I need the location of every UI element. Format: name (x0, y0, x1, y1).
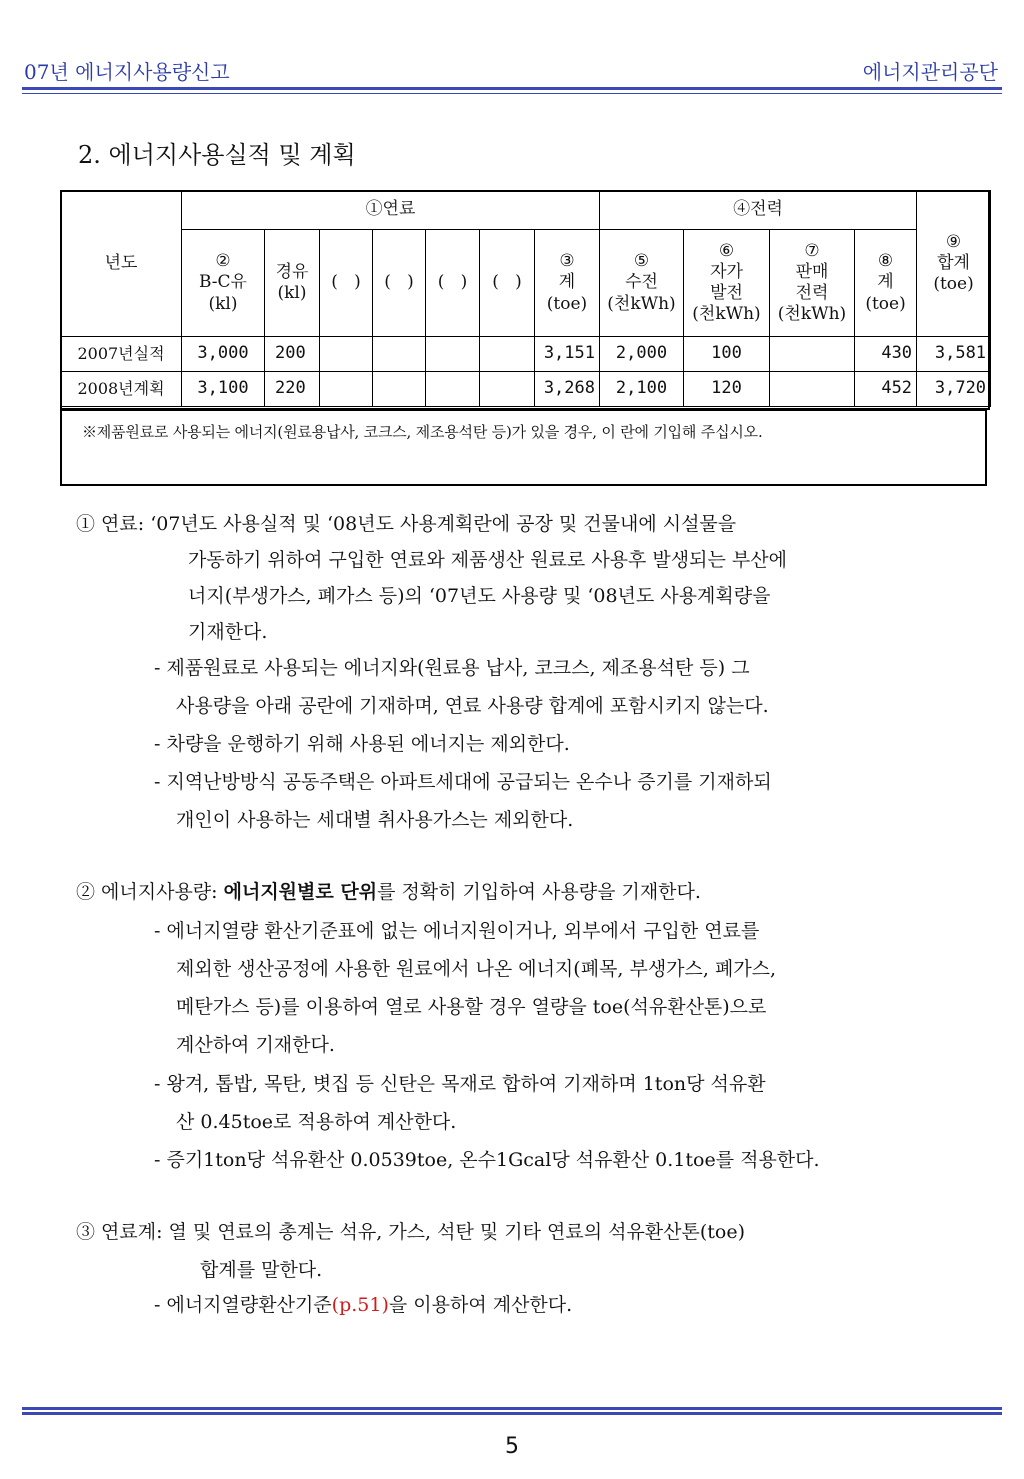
cell-fuel-total: 3,268 (535, 372, 600, 407)
year-header: 년도 (61, 191, 182, 337)
cell-power-total: 430 (855, 337, 917, 372)
header-rule-thin (22, 93, 1002, 94)
row-label: 2008년계획 (61, 372, 182, 407)
cell-fuel-total: 3,151 (535, 337, 600, 372)
table-row (61, 337, 991, 372)
section-title: 2. 에너지사용실적 및 계획 (78, 141, 356, 169)
cell-bc: 3,000 (182, 337, 265, 372)
footer-rule-thin (22, 1407, 1002, 1410)
sold-power-header: ⑦ 판매 전력 (천kWh) (770, 230, 855, 337)
p2-line-5: - 왕겨, 톱밥, 목탄, 볏집 등 신탄은 목재로 합하여 기재하며 1ton당 석유환 (154, 1073, 766, 1095)
p1-line-4: 기재한다. (188, 621, 268, 643)
p2-line-4: 계산하여 기재한다. (176, 1034, 335, 1056)
cell-self-gen: 120 (684, 372, 770, 407)
cell-blank-3 (426, 337, 480, 372)
p1-line-9: 개인이 사용하는 세대별 취사용가스는 제외한다. (176, 809, 574, 831)
diesel-header: 경유 (kl) (265, 230, 320, 337)
p2-line-2: 제외한 생산공정에 사용한 원료에서 나온 에너지(폐목, 부생가스, 폐가스, (176, 958, 777, 980)
p1-line-7: - 차량을 운행하기 위해 사용된 에너지는 제외한다. (154, 733, 570, 755)
cell-received: 2,000 (600, 337, 684, 372)
p1-line-8: - 지역난방방식 공동주택은 아파트세대에 공급되는 온수나 증기를 기재하되 (154, 771, 772, 793)
p1-line-1: ① 연료: ‘07년도 사용실적 및 ‘08년도 사용계획란에 공장 및 건물내에 시설물을 (76, 513, 737, 535)
p2-line-7: - 증기1ton당 석유환산 0.0539toe, 온수1Gcal당 석유환산 0.1toe를 적용한다. (154, 1149, 820, 1171)
blank-fuel-header-1: ( ) (320, 230, 373, 337)
p2-heading (76, 883, 701, 902)
cell-diesel: 200 (265, 337, 320, 372)
cell-diesel: 220 (265, 372, 320, 407)
row-label: 2007년실적 (61, 337, 182, 372)
cell-sold (770, 337, 855, 372)
p2-line-1: - 에너지열량 환산기준표에 없는 에너지원이거나, 외부에서 구입한 연료를 (154, 920, 760, 942)
p3-line-3 (154, 1296, 572, 1315)
p3-last-suffix: 을 이용하여 계산한다. (388, 1294, 573, 1316)
blank-fuel-header-4: ( ) (480, 230, 535, 337)
p2-suffix: 를 정확히 기입하여 사용량을 기재한다. (377, 881, 701, 903)
fuel-total-header: ③ 계 (toe) (535, 230, 600, 337)
page-number: 5 (505, 1434, 519, 1459)
energy-usage-table (60, 190, 991, 407)
header-left-title: 07년 에너지사용량신고 (24, 60, 230, 84)
cell-blank-1 (320, 337, 373, 372)
p2-bold: 에너지원별로 단위 (223, 881, 378, 903)
cell-blank-3 (426, 372, 480, 407)
footer-rule-thick (22, 1412, 1002, 1415)
p1-line-5: - 제품원료로 사용되는 에너지와(원료용 납사, 코크스, 제조용석탄 등) 그 (154, 657, 750, 679)
p3-last-prefix: - 에너지열량환산기준 (154, 1294, 332, 1316)
cell-received: 2,100 (600, 372, 684, 407)
total-header: ⑨ 합계 (toe) (917, 191, 991, 337)
p3-line-2: 합계를 말한다. (200, 1259, 323, 1281)
cell-total: 3,720 (917, 372, 991, 407)
cell-blank-2 (373, 372, 426, 407)
p1-line-3: 너지(부생가스, 폐가스 등)의 ‘07년도 사용량 및 ‘08년도 사용계획량을 (188, 585, 771, 607)
cell-blank-4 (480, 372, 535, 407)
fuel-group-header: ①연료 (182, 191, 600, 230)
table-row (61, 372, 991, 407)
p2-prefix: ② 에너지사용량: (76, 881, 224, 903)
cell-total: 3,581 (917, 337, 991, 372)
cell-blank-2 (373, 337, 426, 372)
cell-blank-1 (320, 372, 373, 407)
header-rule-thick (22, 87, 1002, 90)
p2-line-3: 메탄가스 등)를 이용하여 열로 사용할 경우 열량을 toe(석유환산톤)으로 (176, 996, 767, 1018)
cell-blank-4 (480, 337, 535, 372)
bc-oil-header: ② B-C유 (kl) (182, 230, 265, 337)
cell-power-total: 452 (855, 372, 917, 407)
cell-sold (770, 372, 855, 407)
cell-bc: 3,100 (182, 372, 265, 407)
power-group-header: ④전력 (600, 191, 917, 230)
power-total-header: ⑧ 계 (toe) (855, 230, 917, 337)
received-power-header: ⑤ 수전 (천kWh) (600, 230, 684, 337)
page-reference-link[interactable]: (p.51) (331, 1294, 389, 1316)
cell-self-gen: 100 (684, 337, 770, 372)
p3-line-1: ③ 연료계: 열 및 연료의 총계는 석유, 가스, 석탄 및 기타 연료의 석유환산톤(toe) (76, 1221, 746, 1243)
p1-line-2: 가동하기 위하여 구입한 연료와 제품생산 원료로 사용후 발생되는 부산에 (188, 549, 787, 571)
blank-fuel-header-3: ( ) (426, 230, 480, 337)
blank-fuel-header-2: ( ) (373, 230, 426, 337)
p2-line-6: 산 0.45toe로 적용하여 계산한다. (176, 1111, 457, 1133)
self-generation-header: ⑥ 자가 발전 (천kWh) (684, 230, 770, 337)
header-right-org: 에너지관리공단 (862, 60, 998, 84)
note-box (60, 410, 987, 486)
note-text: ※제품원료로 사용되는 에너지(원료용납사, 코크스, 제조용석탄 등)가 있을 경우, 이 란에 기입해 주십시오. (82, 423, 763, 441)
p1-line-6: 사용량을 아래 공란에 기재하며, 연료 사용량 합계에 포함시키지 않는다. (176, 695, 769, 717)
